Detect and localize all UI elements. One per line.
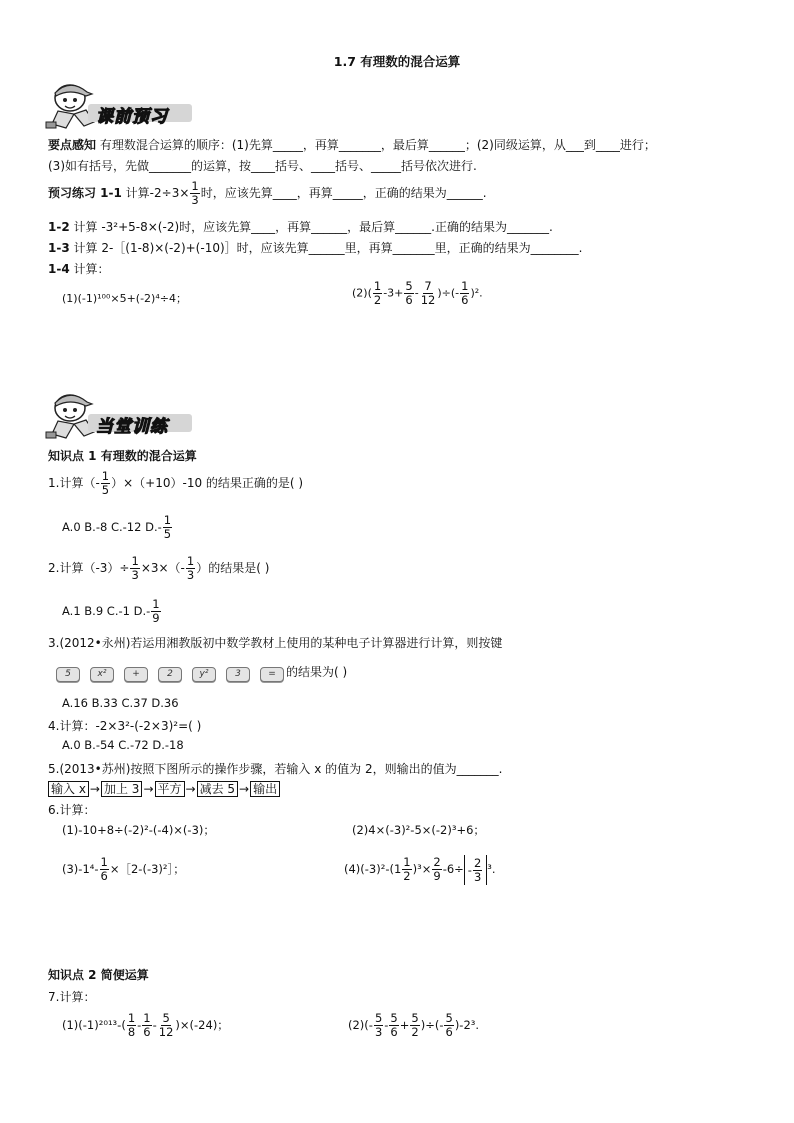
question-6-part3: (3)-1⁴- $\frac{1}{6}$ ×［2-(-3)²］； <box>62 855 185 883</box>
question-4-options: A.0 B.-54 C.-72 D.-18 <box>62 738 184 752</box>
exercise-1-4-part1: (1)(-1)¹⁰⁰×5+(-2)⁴÷4； <box>62 292 187 305</box>
question-2: 2.计算（-3）÷ $\frac{1}{3}$ ×3×（- $\frac{1}{3}$ ）的结果是( ) <box>48 554 270 582</box>
key-points-line2: (3)如有括号，先做_______的运算，按____括号、____括号、_____括号依次进行. <box>48 159 477 173</box>
preview-banner <box>44 76 194 132</box>
key-points-line1: 要点感知 有理数混合运算的顺序：(1)先算_____，再算_______，最后算______；(2)同级运算，从___到____进行； <box>48 138 656 152</box>
key-plus: + <box>124 667 148 682</box>
question-1-options: A.0 B.-8 C.-12 D.- $\frac{1}{5}$ <box>62 513 172 541</box>
preview-exercise-1-1: 预习练习 1-1 计算-2÷3× $\frac{1}{3}$ 时，应该先算____，再算_____，正确的结果为______. <box>48 179 487 207</box>
preview-exercise-1-2: 1-2 计算 -3²+5-8×(-2)时，应该先算____，再算______，最后算______.正确的结果为_______. <box>48 220 553 234</box>
arrow-icon: → <box>89 782 100 796</box>
question-7-part1: (1)(-1)²⁰¹³-( $\frac{1}{8}$ - $\frac{1}{6}$ - $\frac{5}{12}$ )×(-24)； <box>62 1011 229 1039</box>
question-1: 1.计算（- $\frac{1}{5}$ ）×（+10）-10 的结果正确的是( ) <box>48 469 304 497</box>
key-x-squared: x² <box>90 667 114 682</box>
practice-banner-text: 当堂训练 <box>96 417 168 437</box>
arrow-icon: → <box>185 782 196 796</box>
preview-banner-text: 课前预习 <box>96 107 168 127</box>
question-7: 7.计算： <box>48 990 96 1004</box>
question-6: 6.计算： <box>48 803 96 817</box>
flow-step-output: 输出 <box>250 781 280 797</box>
arrow-icon: → <box>143 782 154 796</box>
flow-step-add: 加上 3 <box>101 781 142 797</box>
question-7-part2: (2)(- $\frac{5}{3}$ - $\frac{5}{6}$ + $\frac{5}{2}$ )÷(- $\frac{5}{6}$ )-2³. <box>348 1011 480 1039</box>
preview-exercise-1-3: 1-3 计算 2-［(1-8)×(-2)+(-10)］时，应该先算______里，再算_______里，正确的结果为________. <box>48 241 583 255</box>
page-title: 1.7 有理数的混合运算 <box>333 54 461 69</box>
question-6-part2: (2)4×(-3)²-5×(-2)³+6； <box>352 823 485 837</box>
arrow-icon: → <box>239 782 250 796</box>
knowledge-point-1: 知识点 1 有理数的混合运算 <box>48 449 197 463</box>
question-6-part4: (4)(-3)²-(1 $\frac{1}{2}$ )³× $\frac{2}{9}$ -6÷ - $\frac{2}{3}$ ³. <box>344 855 496 884</box>
question-4: 4.计算：-2×3²-(-2×3)²=( ) <box>48 719 202 733</box>
question-3-options: A.16 B.33 C.37 D.36 <box>62 696 179 710</box>
practice-banner <box>44 386 194 442</box>
exercise-1-4-part2: (2)( $\frac{1}{2}$ -3+ $\frac{5}{6}$ - $\frac{7}{12}$ )÷(- $\frac{1}{6}$ )². <box>352 279 483 307</box>
question-5: 5.(2013•苏州)按照下图所示的操作步骤，若输入 x 的值为 2，则输出的值为_______. <box>48 762 503 776</box>
fraction: $\frac{1}{3}$ <box>191 179 199 207</box>
question-2-options: A.1 B.9 C.-1 D.- $\frac{1}{9}$ <box>62 597 160 625</box>
key-3: 3 <box>226 667 250 682</box>
flow-chart <box>48 780 280 797</box>
flow-step-input: 输入 x <box>48 781 89 797</box>
question-6-part1: (1)-10+8÷(-2)²-(-4)×(-3)； <box>62 823 215 837</box>
key-y-squared: y² <box>192 667 216 682</box>
key-2: 2 <box>158 667 182 682</box>
key-equals: = <box>260 667 284 682</box>
flow-step-square: 平方 <box>155 781 185 797</box>
preview-exercise-1-4: 1-4 计算： <box>48 262 110 276</box>
flow-step-subtract: 减去 5 <box>197 781 238 797</box>
absolute-value: - $\frac{2}{3}$ <box>464 855 487 885</box>
question-3: 3.(2012•永州)若运用湘教版初中数学教材上使用的某种电子计算器进行计算，则按键 <box>48 636 503 650</box>
knowledge-point-2: 知识点 2 简便运算 <box>48 968 149 982</box>
calculator-keys: 5 x² + 2 y² 3 = 的结果为( ) <box>56 663 347 682</box>
key-5: 5 <box>56 667 80 682</box>
